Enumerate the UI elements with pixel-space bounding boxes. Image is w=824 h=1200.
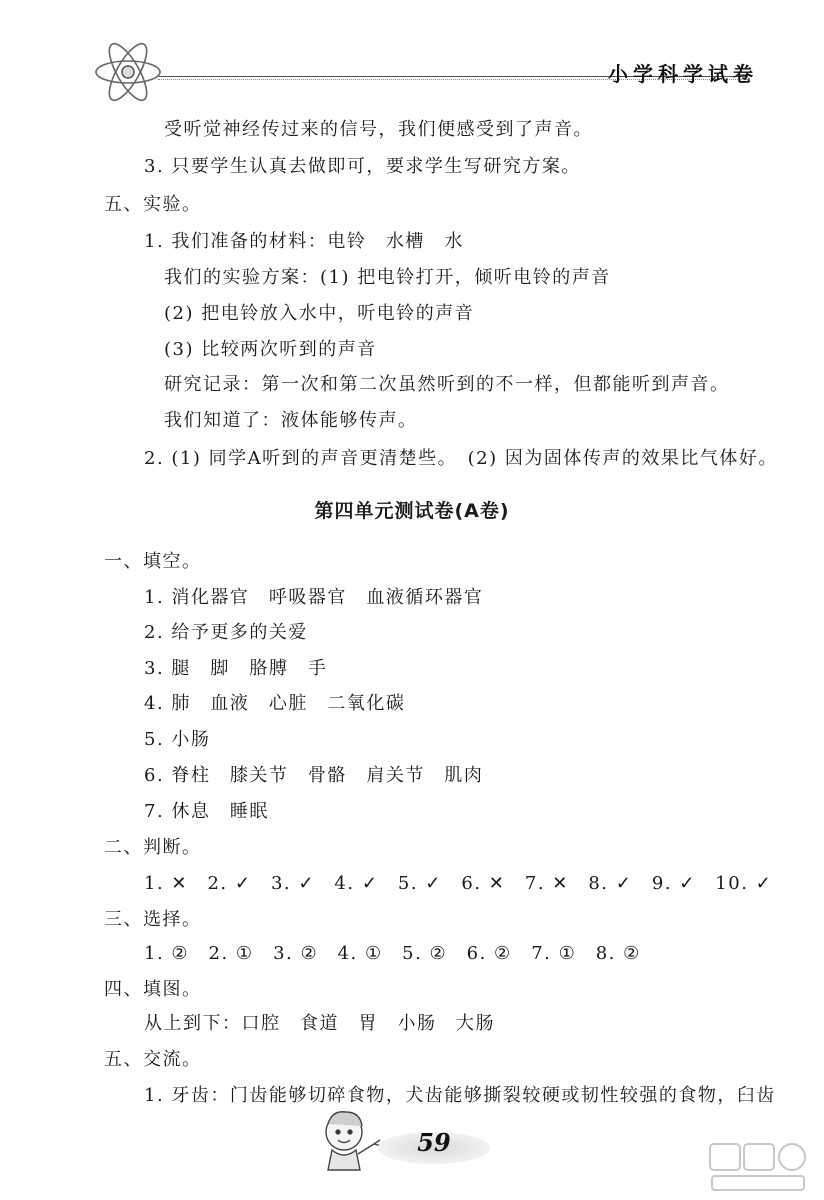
text-line: 7. 休息 睡眠 (144, 801, 269, 822)
section-heading: 五、实验。 (104, 194, 202, 215)
text-line: 2. (1) 同学A听到的声音更清楚些。 (2) 因为固体传声的效果比气体好。 (144, 448, 778, 469)
watermark-logo-icon (706, 1140, 810, 1194)
page-number: 59 (417, 1128, 451, 1157)
text-line: 研究记录：第一次和第二次虽然听到的不一样，但都能听到声音。 (164, 374, 730, 395)
section-heading: 二、判断。 (104, 837, 202, 858)
section-heading: 五、交流。 (104, 1049, 202, 1070)
text-line: 5. 小肠 (144, 729, 211, 750)
text-line: 我们知道了：液体能够传声。 (164, 410, 418, 431)
section-title: 第四单元测试卷(A卷) (314, 500, 510, 522)
section-heading: 一、填空。 (104, 551, 202, 572)
text-line: 1. ② 2. ① 3. ② 4. ① 5. ② 6. ② 7. ① 8. ② (144, 943, 641, 964)
text-line: 1. ✕ 2. ✓ 3. ✓ 4. ✓ 5. ✓ 6. ✕ 7. ✕ 8. ✓ 9. ✓ 10. ✓ (144, 873, 773, 894)
cartoon-boy-icon (310, 1104, 388, 1176)
text-line: (3) 比较两次听到的声音 (164, 339, 377, 360)
text-line: 4. 肺 血液 心脏 二氧化碳 (144, 693, 406, 714)
section-heading: 三、选择。 (104, 909, 202, 930)
text-line: 1. 消化器官 呼吸器官 血液循环器官 (144, 587, 484, 608)
atom-logo-icon (92, 40, 164, 104)
text-line: 2. 给予更多的关爱 (144, 622, 308, 643)
section-heading: 四、填图。 (104, 979, 202, 1000)
text-line: 6. 脊柱 膝关节 骨骼 肩关节 肌肉 (144, 765, 484, 786)
text-line: (2) 把电铃放入水中，听电铃的声音 (164, 303, 475, 324)
text-line: 1. 我们准备的材料：电铃 水槽 水 (144, 231, 464, 252)
text-line: 受听觉神经传过来的信号，我们便感受到了声音。 (164, 119, 593, 140)
text-line: 3. 只要学生认真去做即可，要求学生写研究方案。 (144, 156, 581, 177)
text-line: 从上到下：口腔 食道 胃 小肠 大肠 (144, 1013, 495, 1034)
text-line: 我们的实验方案：(1) 把电铃打开，倾听电铃的声音 (164, 267, 611, 288)
text-line: 1. 牙齿：门齿能够切碎食物，犬齿能够撕裂较硬或韧性较强的食物，臼齿 (144, 1085, 776, 1106)
text-line: 3. 腿 脚 胳膊 手 (144, 658, 328, 679)
header-title: 小学科学试卷 (608, 62, 758, 86)
